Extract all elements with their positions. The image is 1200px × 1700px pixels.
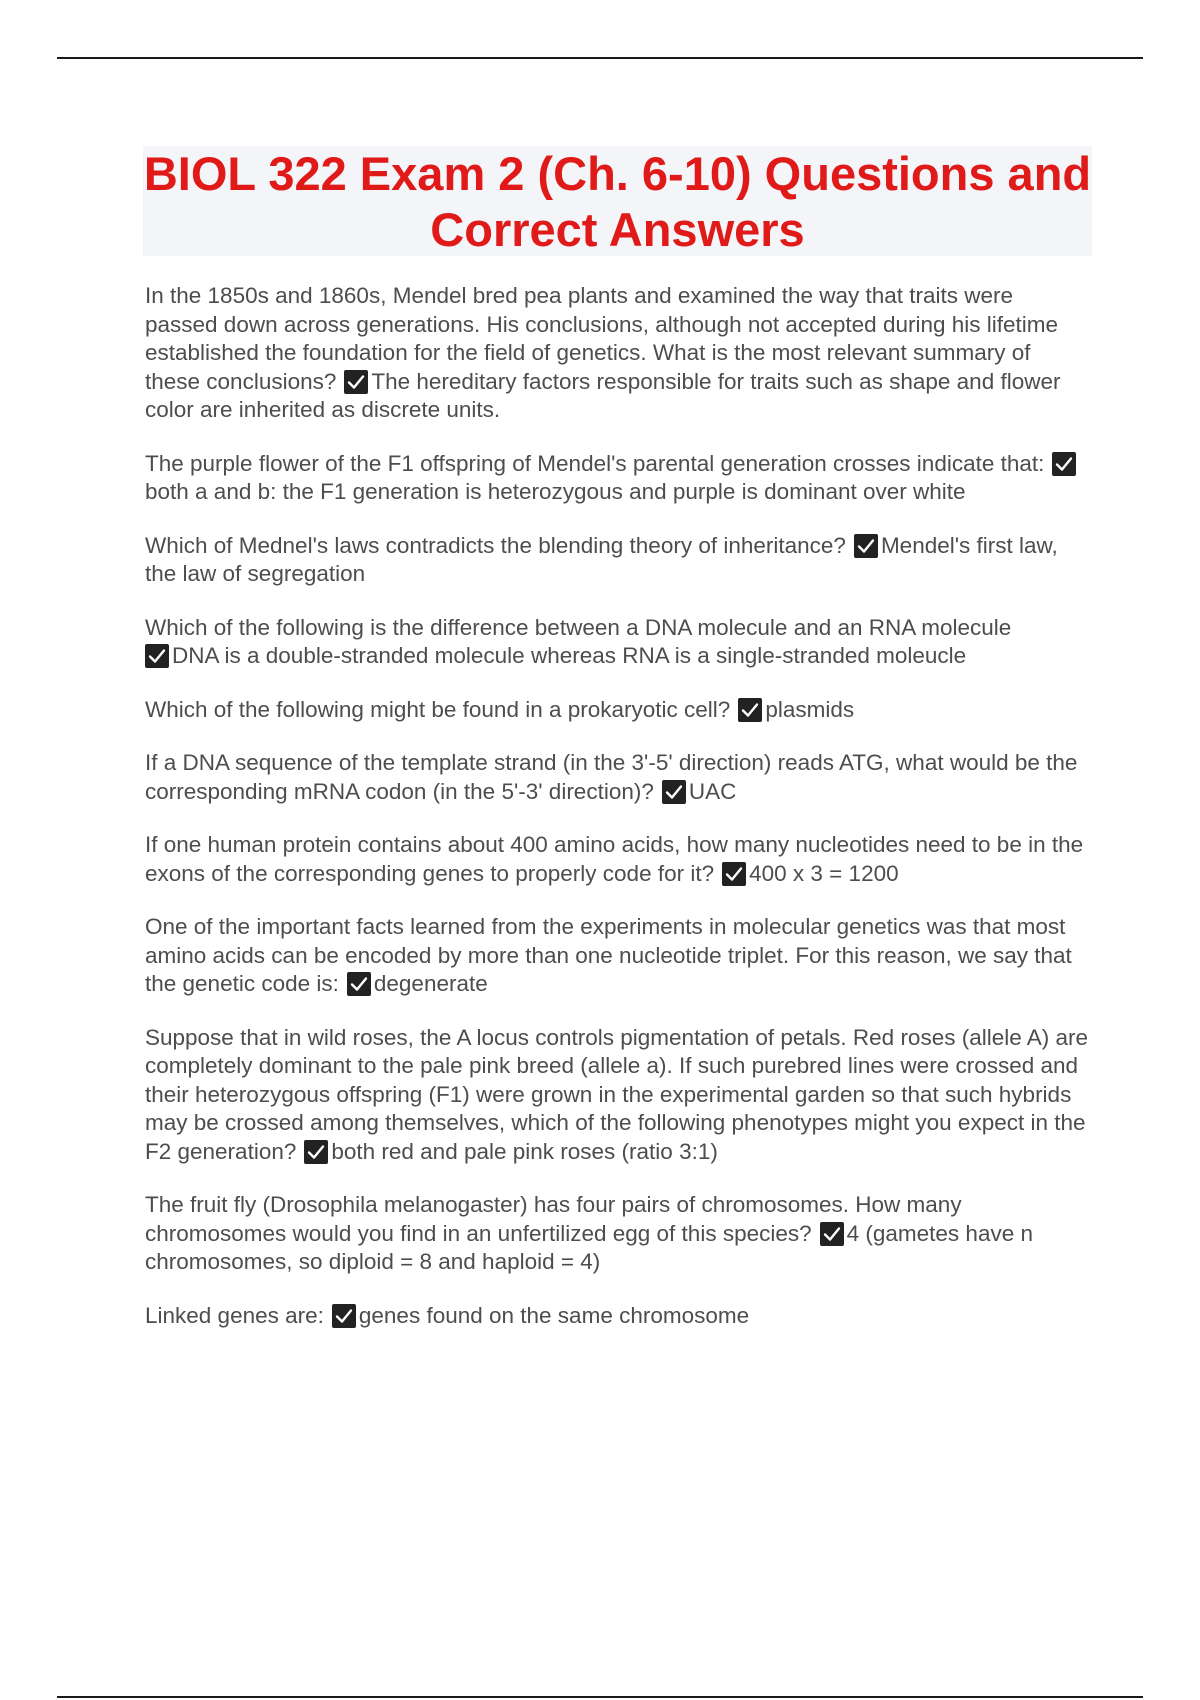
answer-text: 4 (gametes have n chromosomes, so diploid = 8 and haploid = 4)	[145, 1220, 1033, 1274]
question-text: One of the important facts learned from the experiments in molecular genetics was that most amino acids can be encoded by more than one nucleotide triplet. For this reason, we say that the genetic code is:	[145, 914, 1072, 996]
checkmark-box-icon	[304, 1140, 328, 1164]
question-text: Suppose that in wild roses, the A locus controls pigmentation of petals. Red roses (allele A) are completely dominant to the pale pink breed (allele a). If such purebred lines were crossed and their heterozygous offspring (F1) were grown in the experimental garden so that such hybrids may be crossed among themselves, which of the following phenotypes might you expect in the F2 generation?	[145, 1024, 1089, 1164]
answer-text: Mendel's first law, the law of segregation	[145, 532, 1058, 586]
question-text: Which of the following might be found in a prokaryotic cell?	[145, 696, 731, 722]
qa-item	[145, 1302, 1090, 1331]
qa-item	[145, 1024, 1090, 1167]
top-rule	[57, 57, 1143, 59]
qa-item	[145, 450, 1090, 507]
checkmark-box-icon	[145, 644, 169, 668]
checkmark-box-icon	[1052, 452, 1076, 476]
qa-list	[145, 282, 1090, 1355]
checkmark-box-icon	[332, 1304, 356, 1328]
answer-text: UAC	[688, 778, 737, 804]
answer-text: plasmids	[765, 696, 855, 722]
answer-text: DNA is a double-stranded molecule whereas RNA is a single-stranded moleucle	[172, 643, 967, 668]
checkmark-box-icon	[344, 370, 368, 394]
answer-text: The hereditary factors responsible for traits such as shape and flower color are inherited as discrete units.	[145, 368, 1061, 422]
answer-text: genes found on the same chromosome	[358, 1302, 750, 1328]
qa-item	[145, 282, 1090, 425]
qa-item	[145, 696, 1090, 725]
checkmark-box-icon	[738, 698, 762, 722]
answer-text: degenerate	[373, 971, 488, 996]
answer-text: both a and b: the F1 generation is heterozygous and purple is dominant over white	[145, 479, 966, 504]
qa-item	[145, 749, 1090, 806]
checkmark-box-icon	[854, 534, 878, 558]
answer-text: 400 x 3 = 1200	[749, 860, 899, 886]
question-text: Which of the following is the difference between a DNA molecule and an RNA molecule	[145, 614, 1012, 640]
checkmark-box-icon	[662, 780, 686, 804]
title-banner	[143, 146, 1092, 256]
qa-item	[145, 614, 1090, 671]
checkmark-box-icon	[347, 972, 371, 996]
qa-item	[145, 831, 1090, 888]
question-text: The fruit fly (Drosophila melanogaster) has four pairs of chromosomes. How many chromosomes would you find in an unfertilized egg of this species?	[145, 1192, 962, 1246]
question-text: The purple flower of the F1 offspring of Mendel's parental generation crosses indicate that:	[145, 450, 1045, 476]
qa-item	[145, 1191, 1090, 1277]
question-text: If a DNA sequence of the template strand (in the 3'-5' direction) reads ATG, what would be the corresponding mRNA codon (in the 5'-3' direction)?	[145, 750, 1078, 804]
question-text: If one human protein contains about 400 amino acids, how many nucleotides need to be in the exons of the corresponding genes to properly code for it?	[145, 832, 1084, 886]
document-title: BIOL 322 Exam 2 (Ch. 6-10) Questions and Correct Answers	[143, 147, 1092, 256]
checkmark-box-icon	[722, 862, 746, 886]
answer-text: both red and pale pink roses (ratio 3:1)	[331, 1138, 718, 1164]
question-text: In the 1850s and 1860s, Mendel bred pea plants and examined the way that traits were passed down across generations. His conclusions, although not accepted during his lifetime established the foundation for the field of genetics. What is the most relevant summary of these conclusions?	[145, 283, 1059, 394]
question-text: Which of Mednel's laws contradicts the blending theory of inheritance?	[145, 532, 846, 558]
qa-item	[145, 913, 1090, 999]
qa-item	[145, 532, 1090, 589]
checkmark-box-icon	[820, 1222, 844, 1246]
bottom-rule	[57, 1696, 1143, 1698]
question-text: Linked genes are:	[145, 1302, 324, 1328]
